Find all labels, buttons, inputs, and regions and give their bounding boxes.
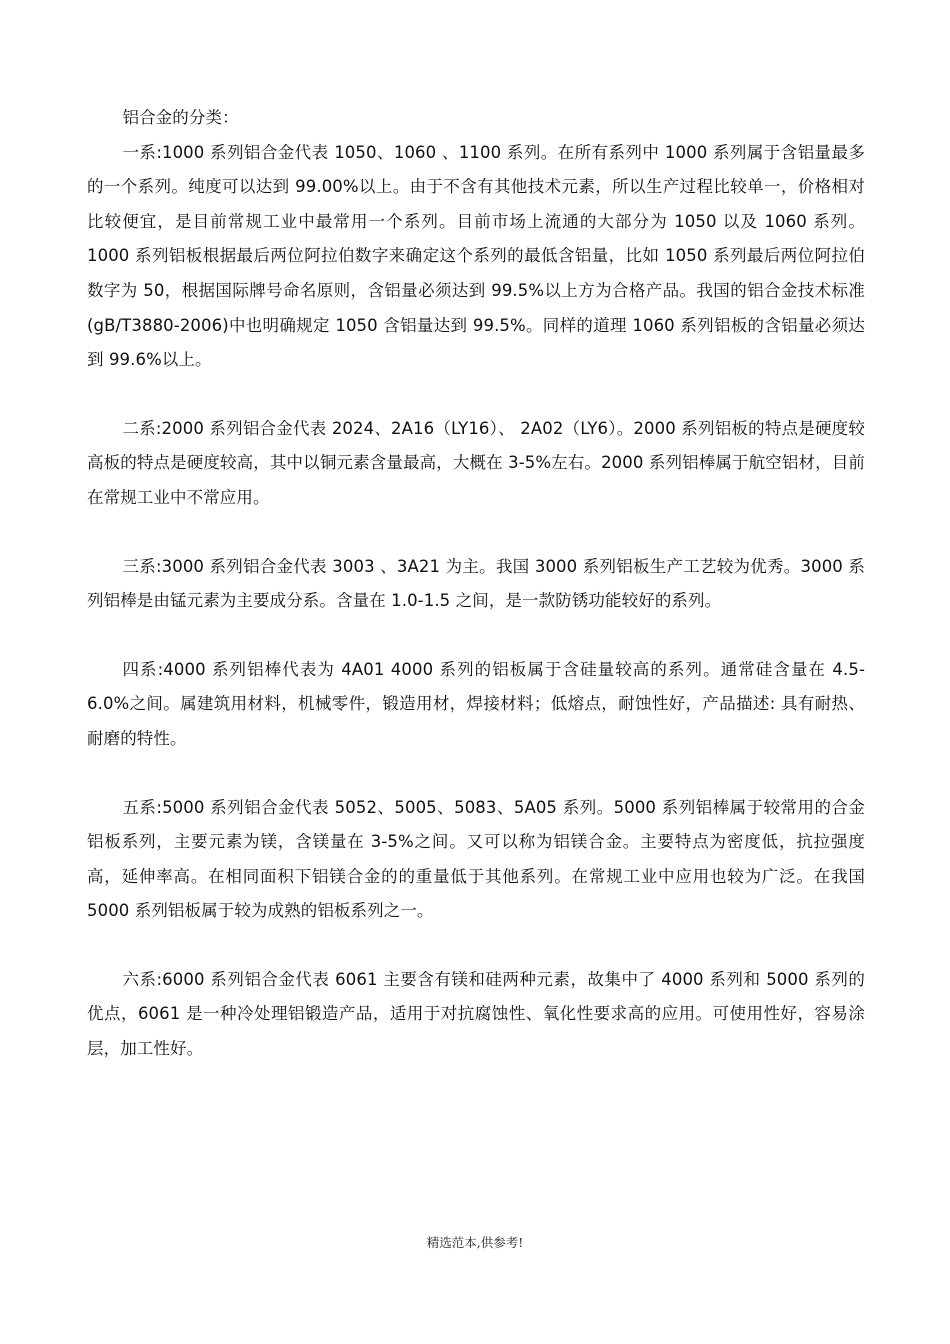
page-footer: 精选范本,供参考! — [426, 1235, 524, 1250]
paragraph-gap — [87, 378, 865, 412]
paragraph-series-6000: 六系:6000 系列铝合金代表 6061 主要含有镁和硅两种元素，故集中了 4000 系列和 5000 系列的优点，6061 是一种冷处理铝锻造产品，适用于对抗腐蚀性、氧化性要求高的应用。可使用性好，容易涂层，加工性好。 — [87, 969, 865, 1059]
paragraph-series-3000: 三系:3000 系列铝合金代表 3003 、3A21 为主。我国 3000 系列铝板生产工艺较为优秀。3000 系列铝棒是由锰元素为主要成分系。含量在 1.0-1.5 之间，是一款防锈功能较好的系列。 — [87, 556, 865, 611]
paragraph-gap — [87, 619, 865, 653]
document-body — [87, 101, 865, 1067]
paragraph-series-1000: 一系:1000 系列铝合金代表 1050、1060 、1100 系列。在所有系列中 1000 系列属于含铝量最多的一个系列。纯度可以达到 99.00%以上。由于不含有其他技术元素，所以生产过程比较单一，价格相对比较便宜，是目前常规工业中最常用一个系列。目前市场上流通的大部分为 1050 以及 1060 系列。1000 系列铝板根据最后两位阿拉伯数字来确定这个系列的最低含铝量，比如 1050 系列最后两位阿拉伯数字为 50，根据国际牌号命名原则，含铝量必须达到 99.5%以上方为合格产品。我国的铝合金技术标准 (gB/T3880-2006)中也明确规定 1050 含铝量达到 99.5%。同样的道理 1060 系列铝板的含铝量必须达到 99.6%以上。 — [87, 142, 865, 370]
paragraph-gap — [87, 516, 865, 550]
paragraph-gap — [87, 929, 865, 963]
paragraph-series-5000: 五系:5000 系列铝合金代表 5052、5005、5083、5A05 系列。5000 系列铝棒属于较常用的合金铝板系列，主要元素为镁，含镁量在 3-5%之间。又可以称为铝镁合金。主要特点为密度低，抗拉强度高，延伸率高。在相同面积下铝镁合金的的重量低于其他系列。在常规工业中应用也较为广泛。在我国 5000 系列铝板属于较为成熟的铝板系列之一。 — [87, 797, 865, 921]
paragraph-series-2000: 二系:2000 系列铝合金代表 2024、2A16（LY16）、 2A02（LY6）。2000 系列铝板的特点是硬度较高板的特点是硬度较高，其中以铜元素含量最高，大概在 3-5%左右。2000 系列铝棒属于航空铝材，目前在常规工业中不常应用。 — [87, 418, 865, 507]
section-heading: 铝合金的分类： — [122, 108, 239, 127]
paragraph-series-4000: 四系:4000 系列铝棒代表为 4A01 4000 系列的铝板属于含硅量较高的系列。通常硅含量在 4.5-6.0%之间。属建筑用材料，机械零件，锻造用材，焊接材料；低熔点，耐蚀性好，产品描述: 具有耐热、耐磨的特性。 — [87, 659, 865, 748]
paragraph-gap — [87, 757, 865, 791]
